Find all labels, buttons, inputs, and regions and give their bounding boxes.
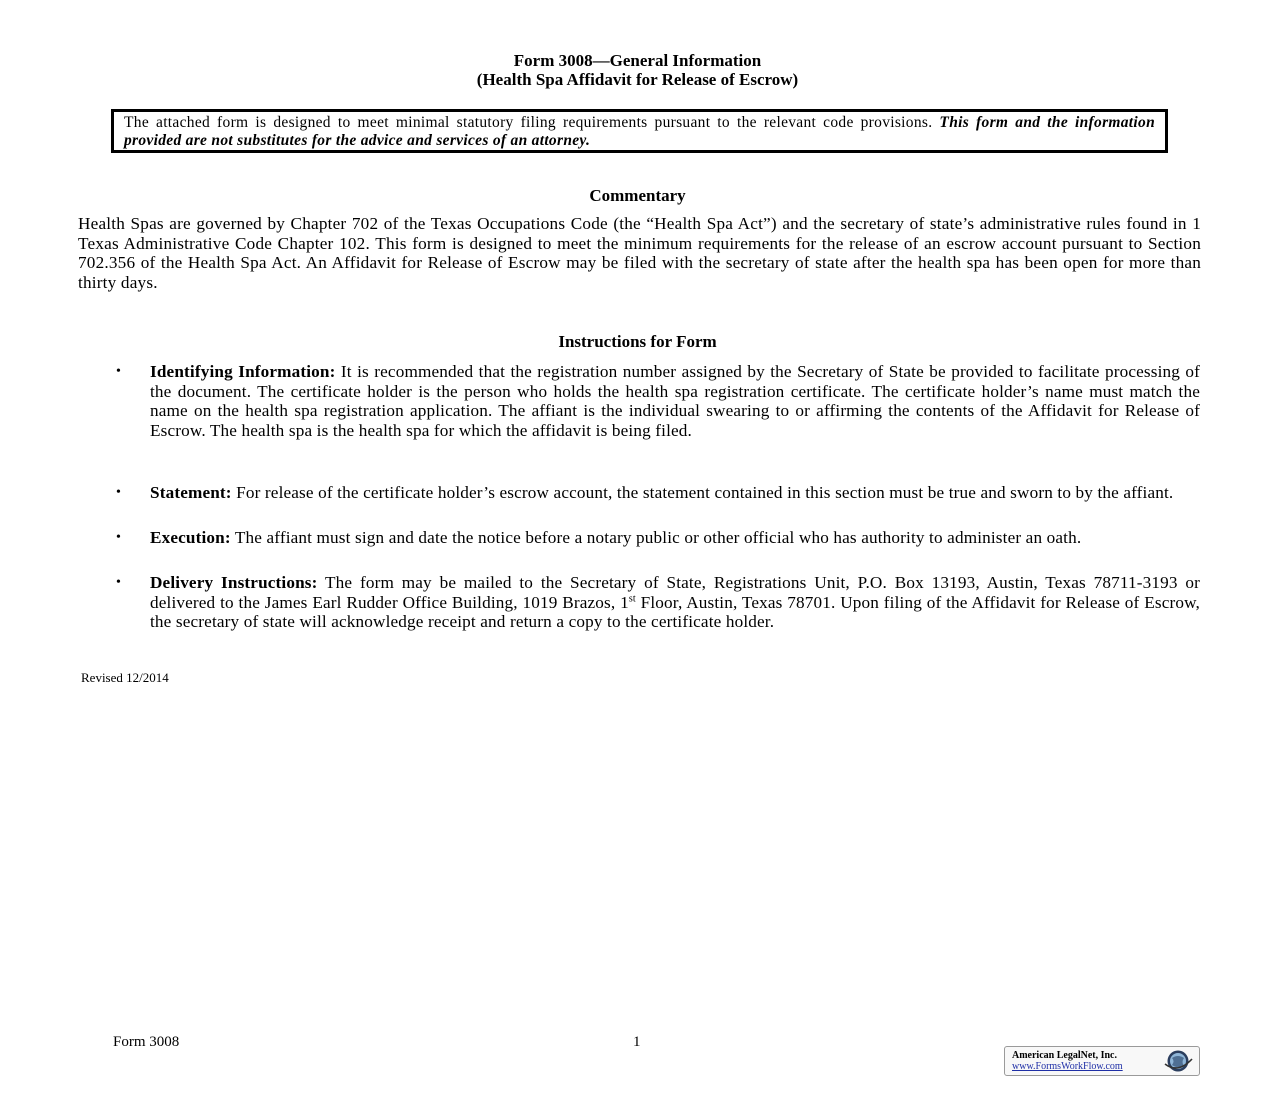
badge-company-name: American LegalNet, Inc. xyxy=(1012,1050,1117,1061)
disclaimer-box xyxy=(111,109,1168,153)
disclaimer-emphasis: This form and the information provided are not substitutes for the advice and services of an attorney. xyxy=(124,114,1155,149)
list-item xyxy=(116,528,1200,548)
revision-date: Revised 12/2014 xyxy=(81,670,169,685)
form-subtitle: (Health Spa Affidavit for Release of Escrow) xyxy=(476,70,799,89)
item-label: Delivery Instructions: xyxy=(150,573,318,592)
bullet-icon: • xyxy=(116,364,122,379)
legalnet-badge[interactable] xyxy=(1004,1046,1200,1076)
item-superscript: st xyxy=(628,592,636,604)
commentary-heading: Commentary xyxy=(589,186,686,205)
item-label: Statement: xyxy=(150,483,232,502)
list-item xyxy=(116,573,1200,632)
item-label: Identifying Information: xyxy=(150,362,336,381)
item-text: For release of the certificate holder’s escrow account, the statement contained in this section must be true and sworn to by the affiant. xyxy=(236,483,1174,502)
item-text: It is recommended that the registration number assigned by the Secretary of State be provided to facilitate processing of the document. The certificate holder is the person who holds the health spa registration certificate. The certificate holder’s name must match the name on the health spa registration application. The affiant is the individual swearing to or affirming the contents of the Affidavit for Release of Escrow. The health spa is the health spa for which the affidavit is being filed. xyxy=(150,362,1200,440)
item-text: The affiant must sign and date the notice before a notary public or other official who has authority to administer an oath. xyxy=(234,528,1082,547)
form-title: Form 3008—General Information xyxy=(513,51,762,70)
page-number: 1 xyxy=(633,1034,641,1050)
badge-url-link[interactable]: www.FormsWorkFlow.com xyxy=(1012,1061,1123,1072)
list-item xyxy=(116,362,1200,440)
bullet-icon: • xyxy=(116,530,122,545)
footer-form-label: Form 3008 xyxy=(113,1034,180,1050)
list-item xyxy=(116,483,1200,503)
bullet-icon: • xyxy=(116,575,122,590)
disclaimer-text: The attached form is designed to meet minimal statutory filing requirements pursuant to the relevant code provisions. xyxy=(124,114,933,131)
instructions-heading: Instructions for Form xyxy=(558,332,717,351)
globe-logo-icon xyxy=(1161,1049,1195,1073)
item-text-continued: Floor, Austin, Texas 78701. Upon filing of the Affidavit for Release of Escrow, the secretary of state will acknowledge receipt and return a copy to the certificate holder. xyxy=(150,592,1200,632)
item-label: Execution: xyxy=(150,528,231,547)
bullet-icon: • xyxy=(116,485,122,500)
item-text: The form may be mailed to the Secretary of State, Registrations Unit, P.O. Box 13193, Austin, Texas 78711-3193 or delivered to the James Earl Rudder Office Building, 1019 Brazos, 1 xyxy=(150,573,1200,612)
commentary-body: Health Spas are governed by Chapter 702 of the Texas Occupations Code (the “Health Spa Act”) and the secretary of state’s administrative rules found in 1 Texas Administrative Code Chapter 102. This form is designed to meet the minimum requirements for the release of an escrow account pursuant to Section 702.356 of the Health Spa Act. An Affidavit for Release of Escrow may be filed with the secretary of state after the health spa has been open for more than thirty days. xyxy=(78,214,1201,292)
